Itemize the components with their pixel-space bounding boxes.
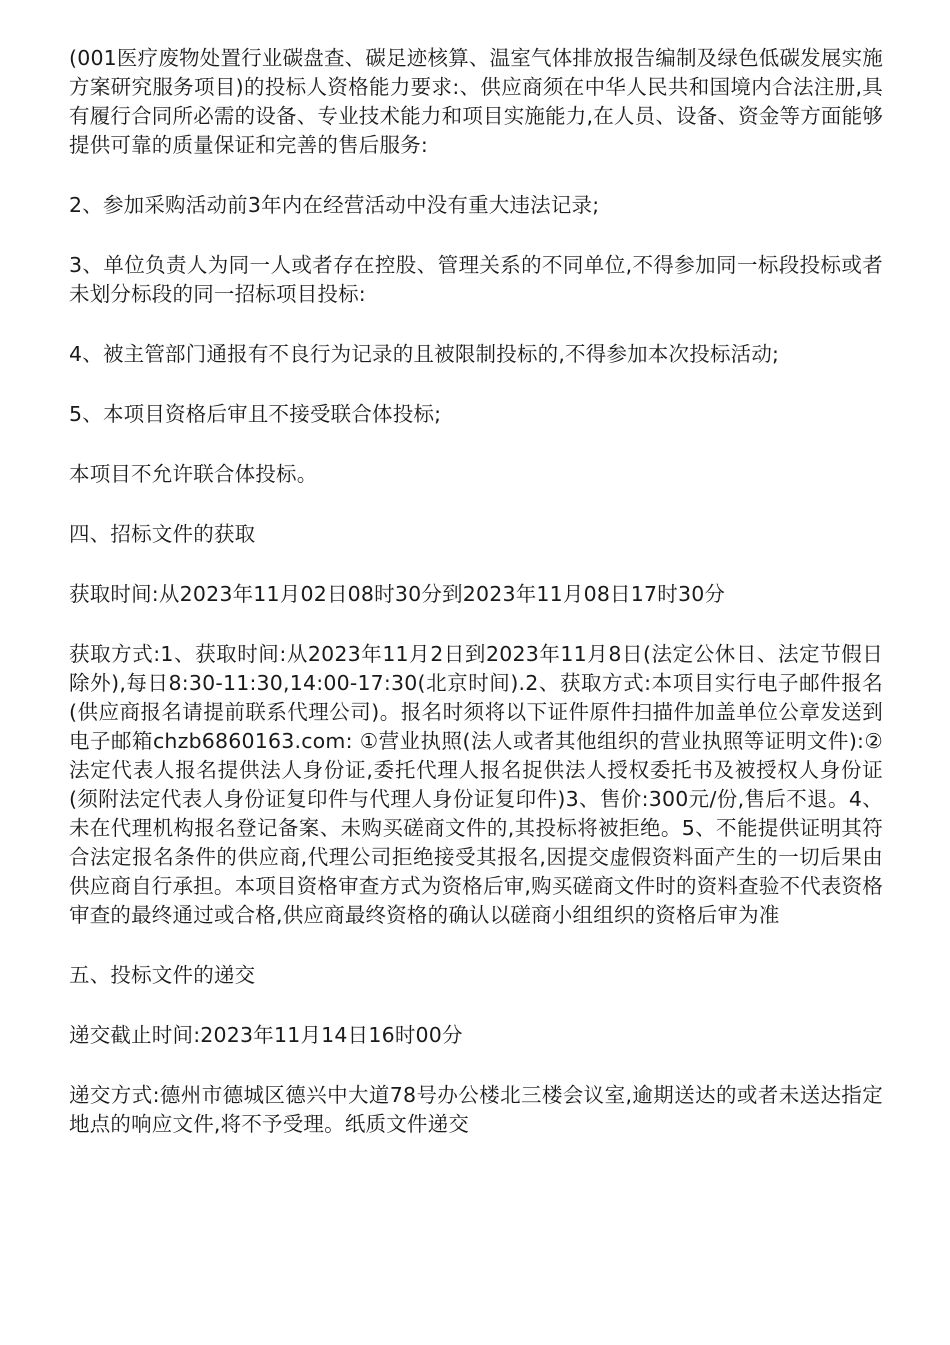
section-heading-bid-submission: 五、投标文件的递交 <box>69 963 256 987</box>
requirement-item-3: 3、单位负责人为同一人或者存在控股、管理关系的不同单位,不得参加同一标段投标或者未划分标段的同一招标项目投标: <box>69 253 883 306</box>
section-heading-document-acquisition: 四、招标文件的获取 <box>69 522 256 546</box>
requirement-item-5: 5、本项目资格后审且不接受联合体投标; <box>69 402 442 426</box>
submission-deadline: 递交截止时间:2023年11月14日16时00分 <box>69 1023 463 1047</box>
acquisition-method: 获取方式:1、获取时间:从2023年11月2日到2023年11月8日(法定公休日、法定节假日除外),每日8:30-11:30,14:00-17:30(北京时间).2、获取方式:本项目实行电子邮件报名(供应商报名请提前联系代理公司)。报名时须将以下证件原件扫描件加盖单位公章发送到电子邮箱chzb6860163.com: ①营业执照(法人或者其他组织的营业执照等证明文件):②法定代表人报名提供法人身份证,委托代理人报名捉供法人授权委托书及被授权人身份证(须附法定代表人身份证复印件与代理人身份证复印件)3、售价:300元/份,售后不退。4、未在代理机构报名登记备案、未购买磋商文件的,其投标将被拒绝。5、不能提供证明其符合法定报名条件的供应商,代理公司拒绝接受其报名,因提交虚假资料面产生的一切后果由供应商自行承担。本项目资格审查方式为资格后审,购买磋商文件时的资料查验不代表资格审查的最终通过或合格,供应商最终资格的确认以磋商小组组织的资格后审为准 <box>69 642 884 927</box>
requirement-item-2: 2、参加采购活动前3年内在经营活动中没有重大违法记录; <box>69 193 600 217</box>
consortium-note: 本项目不允许联合体投标。 <box>69 462 318 486</box>
requirement-item-4: 4、被主管部门通报有不良行为记录的且被限制投标的,不得参加本次投标活动; <box>69 342 780 366</box>
submission-method: 递交方式:德州市德城区德兴中大道78号办公楼北三楼会议室,逾期送达的或者未送达指定地点的响应文件,将不予受理。纸质文件递交 <box>69 1083 883 1136</box>
acquisition-time: 获取时间:从2023年11月02日08时30分到2023年11月08日17时30分 <box>69 582 726 606</box>
document-body <box>69 44 883 1170</box>
qualification-requirements-paragraph: (001医疗废物处置行业碳盘查、碳足迹核算、温室气体排放报告编制及绿色低碳发展实施方案研究服务项目)的投标人资格能力要求:、供应商须在中华人民共和国境内合法注册,具有履行合同所必需的设备、专业技术能力和项目实施能力,在人员、设备、资金等方面能够提供可靠的质量保证和完善的售后服务: <box>69 46 884 157</box>
